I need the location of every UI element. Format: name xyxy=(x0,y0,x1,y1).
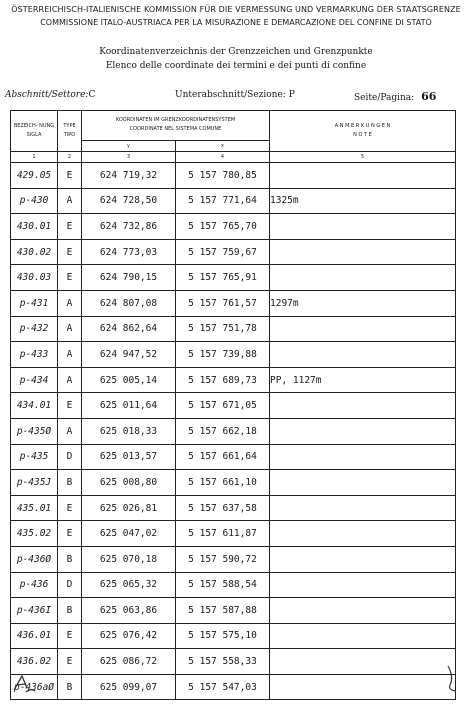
coordinate-y: 625 047,02 xyxy=(82,521,176,547)
point-id: p-435J xyxy=(11,470,58,496)
coordinate-y: 624 862,64 xyxy=(82,316,176,342)
coordinate-x: 5 157 662,18 xyxy=(176,418,270,444)
point-type: A xyxy=(58,188,82,214)
coordinate-y: 625 086,72 xyxy=(82,649,176,675)
coordinate-x: 5 157 751,78 xyxy=(176,316,270,342)
point-id: p-436aØ xyxy=(11,674,58,700)
document-subtitle-italian: Elenco delle coordinate dei termini e dei punti di confine xyxy=(105,61,367,71)
point-id: p-431 xyxy=(11,290,58,316)
coordinate-x: 5 157 587,88 xyxy=(176,598,270,624)
table-row xyxy=(11,290,456,316)
coordinate-y: 625 011,64 xyxy=(82,393,176,419)
point-id: p-435Ø xyxy=(11,418,58,444)
note xyxy=(270,265,456,291)
coordinate-x: 5 157 759,67 xyxy=(176,239,270,265)
table-row xyxy=(11,572,456,598)
point-id: 436.01 xyxy=(11,623,58,649)
table-row xyxy=(11,598,456,624)
point-type: B xyxy=(58,470,82,496)
table-row xyxy=(11,393,456,419)
table-row xyxy=(11,163,456,189)
point-type: E xyxy=(58,393,82,419)
coordinate-x: 5 157 671,05 xyxy=(176,393,270,419)
subsection-value: P xyxy=(288,90,295,100)
point-type: E xyxy=(58,623,82,649)
coordinate-x: 5 157 771,64 xyxy=(176,188,270,214)
point-type: A xyxy=(58,367,82,393)
table-row xyxy=(11,342,456,368)
point-id: 430.01 xyxy=(11,214,58,240)
point-type: E xyxy=(58,265,82,291)
note xyxy=(270,598,456,624)
coordinate-y: 625 026,81 xyxy=(82,495,176,521)
coordinate-x: 5 157 765,70 xyxy=(176,214,270,240)
note xyxy=(270,418,456,444)
table-row xyxy=(11,649,456,675)
table-row xyxy=(11,470,456,496)
note xyxy=(270,674,456,700)
note: 1325m xyxy=(270,188,456,214)
section-label: Abschnitt/Settore: xyxy=(5,90,89,100)
page-field xyxy=(354,90,436,103)
point-id: p-435 xyxy=(11,444,58,470)
column-number-3: 3 xyxy=(82,152,176,163)
handwritten-mark xyxy=(12,672,38,694)
point-type: B xyxy=(58,546,82,572)
note xyxy=(270,572,456,598)
coordinate-y: 624 790,15 xyxy=(82,265,176,291)
point-type: E xyxy=(58,214,82,240)
header-type: TYPE TIPO xyxy=(58,111,82,152)
coordinate-x: 5 157 739,88 xyxy=(176,342,270,368)
header-y: y xyxy=(82,140,176,151)
commission-title-italian: COMMISSIONE ITALO-AUSTRIACA PER LA MISURAZIONE E DEMARCAZIONE DEL CONFINE DI STATO xyxy=(40,18,432,27)
point-type: B xyxy=(58,598,82,624)
coordinate-y: 624 719,32 xyxy=(82,163,176,189)
note xyxy=(270,649,456,675)
table-row xyxy=(11,188,456,214)
subsection-field xyxy=(175,90,295,100)
column-number-2: 2 xyxy=(58,152,82,163)
point-id: p-434 xyxy=(11,367,58,393)
note xyxy=(270,393,456,419)
note xyxy=(270,444,456,470)
note: PP, 1127m xyxy=(270,367,456,393)
coordinate-x: 5 157 661,10 xyxy=(176,470,270,496)
note xyxy=(270,342,456,368)
page-number: 66 xyxy=(421,90,437,103)
point-type: E xyxy=(58,163,82,189)
coordinate-y: 625 013,57 xyxy=(82,444,176,470)
handwritten-mark-right xyxy=(444,663,462,693)
commission-title-german: ÖSTERREICHISCH-ITALIENISCHE KOMMISSION FÜR DIE VERMESSUNG UND VERMARKUNG DER STAATSGRENZE xyxy=(11,5,461,14)
point-type: A xyxy=(58,290,82,316)
coordinate-x: 5 157 611,87 xyxy=(176,521,270,547)
column-number-5: 5 xyxy=(270,152,456,163)
note xyxy=(270,623,456,649)
document-subtitle-german: Koordinatenverzeichnis der Grenzzeichen und Grenzpunkte xyxy=(99,47,373,57)
point-id: p-432 xyxy=(11,316,58,342)
point-id: 429.05 xyxy=(11,163,58,189)
table-row xyxy=(11,623,456,649)
coordinate-y: 624 773,03 xyxy=(82,239,176,265)
coordinate-table xyxy=(10,110,456,700)
table-row xyxy=(11,367,456,393)
note xyxy=(270,239,456,265)
section-field xyxy=(5,90,95,100)
coordinate-y: 625 063,86 xyxy=(82,598,176,624)
coordinate-x: 5 157 637,58 xyxy=(176,495,270,521)
note: 1297m xyxy=(270,290,456,316)
coordinate-x: 5 157 547,03 xyxy=(176,674,270,700)
coordinate-x: 5 157 575,10 xyxy=(176,623,270,649)
coordinate-y: 625 065,32 xyxy=(82,572,176,598)
note xyxy=(270,163,456,189)
note xyxy=(270,214,456,240)
coordinate-x: 5 157 590,72 xyxy=(176,546,270,572)
point-id: 434.01 xyxy=(11,393,58,419)
point-type: D xyxy=(58,444,82,470)
point-id: p-436I xyxy=(11,598,58,624)
table-row xyxy=(11,239,456,265)
table-row xyxy=(11,418,456,444)
coordinate-x: 5 157 588,54 xyxy=(176,572,270,598)
point-type: D xyxy=(58,572,82,598)
coordinate-y: 625 018,33 xyxy=(82,418,176,444)
note xyxy=(270,546,456,572)
table-row xyxy=(11,316,456,342)
coordinate-y: 625 099,07 xyxy=(82,674,176,700)
table-row xyxy=(11,214,456,240)
table-row xyxy=(11,521,456,547)
point-type: E xyxy=(58,521,82,547)
point-type: E xyxy=(58,495,82,521)
note xyxy=(270,495,456,521)
point-id: 430.02 xyxy=(11,239,58,265)
subsection-label: Unterabschnitt/Sezione: xyxy=(175,90,286,100)
header-coordinates: KOORDINATEN IM GRENZKOORDINATENSYSTEM COORDINATE NEL SISTEMA COMUNE xyxy=(82,111,270,141)
column-number-4: 4 xyxy=(176,152,270,163)
header-notes: A N M E R K U N G E N N O T E xyxy=(270,111,456,152)
point-type: E xyxy=(58,649,82,675)
coordinate-x: 5 157 661,64 xyxy=(176,444,270,470)
coordinate-x: 5 157 765,91 xyxy=(176,265,270,291)
coordinate-y: 625 008,80 xyxy=(82,470,176,496)
column-number-1: 1 xyxy=(11,152,58,163)
coordinate-x: 5 157 780,85 xyxy=(176,163,270,189)
point-type: A xyxy=(58,418,82,444)
header-id: BEZEICH- NUNG SIGLA xyxy=(11,111,58,152)
note xyxy=(270,521,456,547)
coordinate-y: 625 005,14 xyxy=(82,367,176,393)
page-label: Seite/Pagina: xyxy=(354,93,415,103)
header-x: x xyxy=(176,140,270,151)
table-row xyxy=(11,674,456,700)
coordinate-x: 5 157 689,73 xyxy=(176,367,270,393)
section-value: C xyxy=(88,90,96,100)
table-row xyxy=(11,444,456,470)
point-id: p-430 xyxy=(11,188,58,214)
coordinate-y: 624 732,86 xyxy=(82,214,176,240)
note xyxy=(270,316,456,342)
coordinate-x: 5 157 558,33 xyxy=(176,649,270,675)
point-id: 435.02 xyxy=(11,521,58,547)
table-row xyxy=(11,495,456,521)
point-id: 435.01 xyxy=(11,495,58,521)
coordinate-y: 624 947,52 xyxy=(82,342,176,368)
point-id: 430.03 xyxy=(11,265,58,291)
coordinate-y: 624 728,50 xyxy=(82,188,176,214)
table-body xyxy=(11,163,456,700)
point-id: p-436Ø xyxy=(11,546,58,572)
coordinate-y: 624 807,08 xyxy=(82,290,176,316)
coordinate-y: 625 076,42 xyxy=(82,623,176,649)
point-type: E xyxy=(58,239,82,265)
point-type: A xyxy=(58,316,82,342)
point-id: 436.02 xyxy=(11,649,58,675)
point-type: B xyxy=(58,674,82,700)
coordinate-y: 625 070,18 xyxy=(82,546,176,572)
coordinate-x: 5 157 761,57 xyxy=(176,290,270,316)
table-row xyxy=(11,265,456,291)
table-row xyxy=(11,546,456,572)
point-id: p-436 xyxy=(11,572,58,598)
point-type: A xyxy=(58,342,82,368)
point-id: p-433 xyxy=(11,342,58,368)
note xyxy=(270,470,456,496)
